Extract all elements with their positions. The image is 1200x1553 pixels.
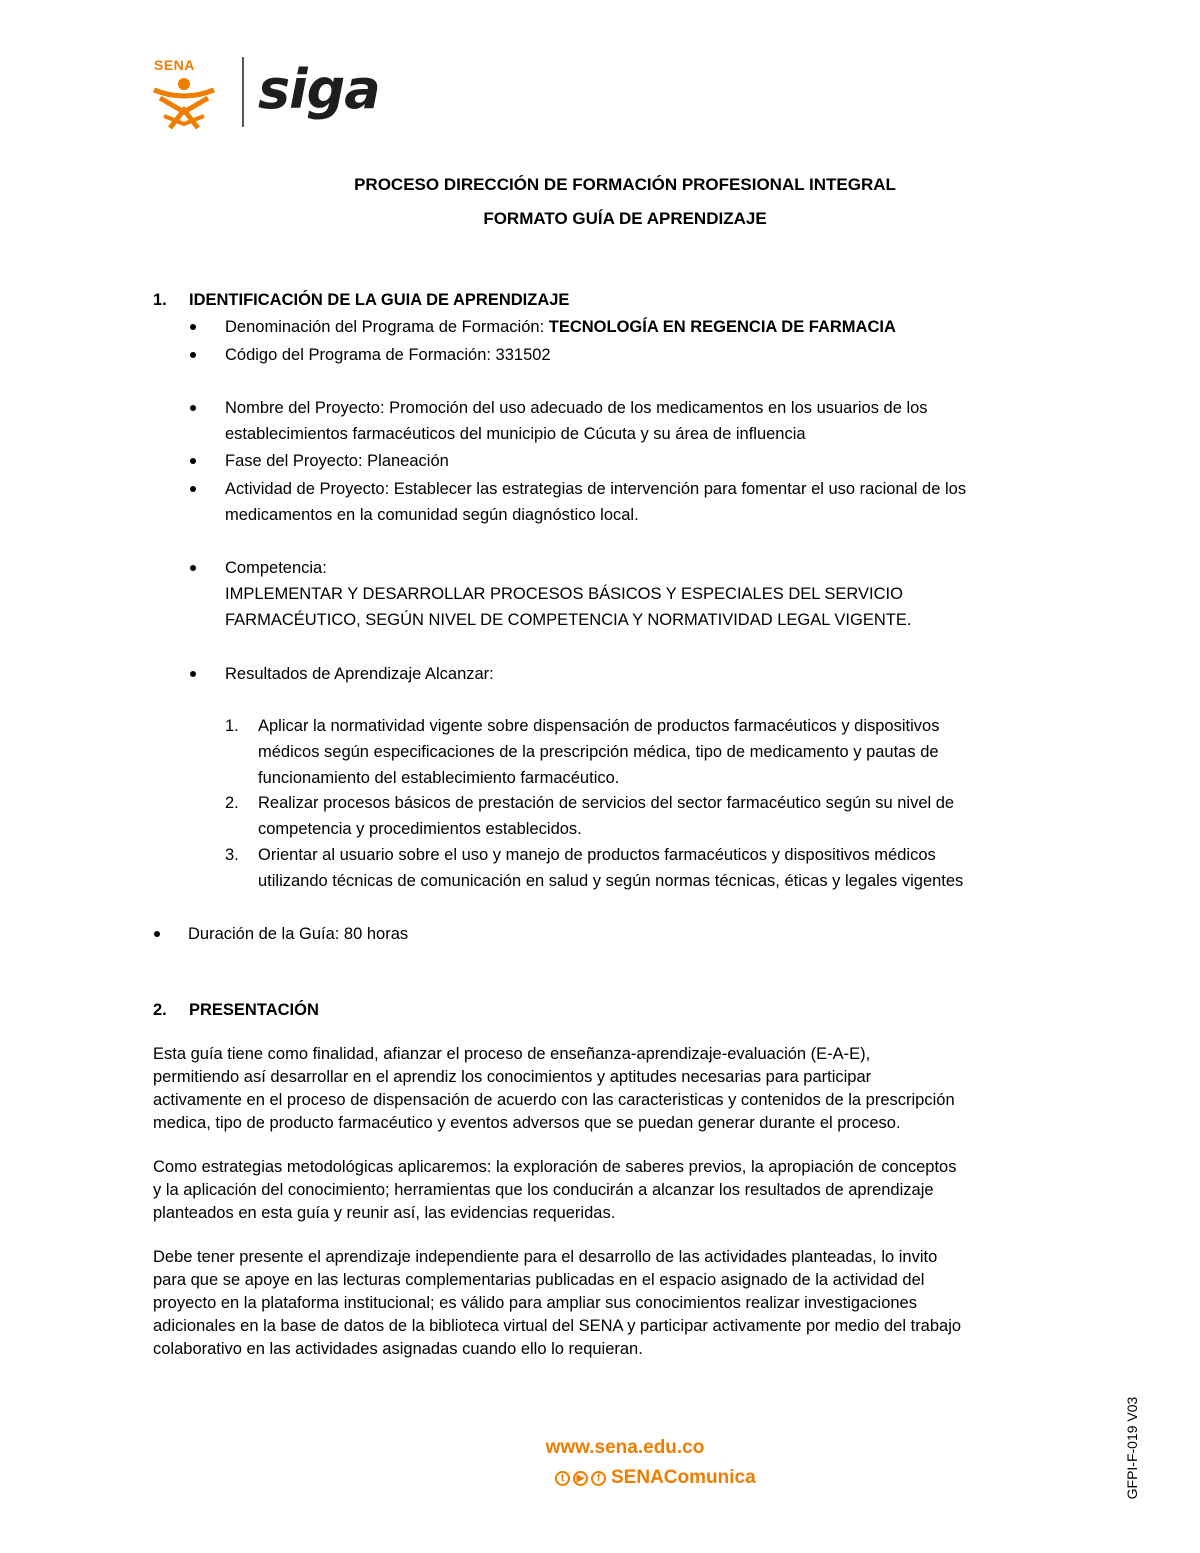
section2-heading: PRESENTACIÓN	[189, 1001, 319, 1019]
footer-social	[555, 1467, 756, 1489]
result-line: Aplicar la normatividad vigente sobre dispensación de productos farmacéuticos y dispositivos	[258, 717, 940, 735]
results-label: Resultados de Aprendizaje Alcanzar:	[225, 665, 494, 683]
bullet-icon	[190, 324, 196, 330]
paragraph-line: y la aplicación del conocimiento; herramientas que los conducirán a alcanzar los resultados de aprendizaje	[153, 1181, 934, 1199]
presentation-paragraph-1	[153, 1043, 1097, 1135]
project-phase: Fase del Proyecto: Planeación	[225, 452, 449, 470]
paragraph-line: planteados en esta guía y reunir así, las evidencias requeridas.	[153, 1204, 616, 1222]
result-number: 1.	[225, 717, 239, 735]
program-name-label: Denominación del Programa de Formación:	[225, 318, 549, 336]
project-activity-line: Actividad de Proyecto: Establecer las estrategias de intervención para fomentar el uso racional de los	[225, 480, 967, 498]
presentation-paragraph-3	[153, 1246, 1097, 1361]
section2-number: 2.	[153, 1001, 167, 1019]
sena-logo	[150, 54, 234, 130]
result-line: competencia y procedimientos establecidos.	[258, 820, 582, 838]
paragraph-line: adicionales en la base de datos de la biblioteca virtual del SENA y participar activamente por medio del trabajo	[153, 1317, 962, 1335]
form-code-text: GFPI-F-019 V03	[1124, 1396, 1140, 1500]
logo-divider	[242, 57, 244, 127]
result-number: 2.	[225, 794, 239, 812]
program-code: Código del Programa de Formación: 331502	[225, 346, 551, 364]
program-name	[225, 314, 896, 340]
footer-social-handle: SENAComunica	[611, 1467, 756, 1488]
bullet-icon	[190, 486, 196, 492]
project-activity	[225, 476, 1096, 528]
competence-label: Competencia:	[225, 559, 327, 577]
bullet-icon	[190, 458, 196, 464]
result-line: utilizando técnicas de comunicación en salud y según normas técnicas, éticas y legales vigentes	[258, 872, 964, 890]
project-name-line: establecimientos farmacéuticos del municipio de Cúcuta y su área de influencia	[225, 425, 806, 443]
program-name-value: TECNOLOGÍA EN REGENCIA DE FARMACIA	[548, 318, 896, 336]
result-line: Realizar procesos básicos de prestación de servicios del sector farmacéutico según su nivel de	[258, 794, 955, 812]
paragraph-line: colaborativo en las actividades asignadas cuando ello lo requieran.	[153, 1340, 643, 1358]
result-item	[258, 713, 1096, 791]
siga-logo: siga	[258, 58, 380, 121]
bullet-icon	[190, 565, 196, 571]
form-code	[1122, 1374, 1140, 1534]
project-name-line: Nombre del Proyecto: Promoción del uso adecuado de los medicamentos en los usuarios de los	[225, 399, 928, 417]
bullet-icon	[190, 405, 196, 411]
paragraph-line: activamente en el proceso de dispensación de acuerdo con las caracteristicas y contenidos de la prescripción	[153, 1091, 955, 1109]
sena-logo-text: SENA	[154, 57, 195, 73]
paragraph-line: permitiendo así desarrollar en el aprendiz los conocimientos y aptitudes necesarias para participar	[153, 1068, 872, 1086]
result-line: médicos según especificaciones de la prescripción médica, tipo de medicamento y pautas de	[258, 743, 939, 761]
youtube-icon: ▶	[573, 1471, 588, 1486]
paragraph-line: medica, tipo de producto farmacéutico y eventos adversos que se puedan generar durante el proceso.	[153, 1114, 901, 1132]
paragraph-line: proyecto en la plataforma institucional; es válido para ampliar sus conocimientos realizar investigaciones	[153, 1294, 917, 1312]
paragraph-line: Como estrategias metodológicas aplicaremos: la exploración de saberes previos, la apropiación de conceptos	[153, 1158, 957, 1176]
competence-line: IMPLEMENTAR Y DESARROLLAR PROCESOS BÁSICOS Y ESPECIALES DEL SERVICIO	[225, 585, 903, 603]
result-line: Orientar al usuario sobre el uso y manejo de productos farmacéuticos y dispositivos médicos	[258, 846, 936, 864]
facebook-icon: f	[591, 1471, 606, 1486]
document-subtitle: FORMATO GUÍA DE APRENDIZAJE	[483, 209, 767, 228]
paragraph-line: Esta guía tiene como finalidad, afianzar el proceso de enseñanza-aprendizaje-evaluación (E-A-E),	[153, 1045, 871, 1063]
guide-duration: Duración de la Guía: 80 horas	[188, 925, 409, 943]
project-activity-line: medicamentos en la comunidad según diagnóstico local.	[225, 506, 639, 524]
section1-number: 1.	[153, 291, 167, 309]
bullet-icon	[154, 931, 160, 937]
section1-heading: IDENTIFICACIÓN DE LA GUIA DE APRENDIZAJE	[189, 291, 570, 309]
paragraph-line: para que se apoye en las lecturas complementarias publicadas en el espacio asignado de la actividad del	[153, 1271, 925, 1289]
project-name	[225, 395, 1096, 447]
competence-line: FARMACÉUTICO, SEGÚN NIVEL DE COMPETENCIA Y NORMATIVIDAD LEGAL VIGENTE.	[225, 611, 912, 629]
result-number: 3.	[225, 846, 239, 864]
result-item	[258, 842, 1096, 894]
paragraph-line: Debe tener presente el aprendizaje independiente para el desarrollo de las actividades planteadas, lo invito	[153, 1248, 938, 1266]
result-item	[258, 790, 1096, 842]
result-line: funcionamiento del establecimiento farmacéutico.	[258, 769, 620, 787]
header-logos	[150, 52, 380, 132]
bullet-icon	[190, 352, 196, 358]
bullet-icon	[190, 671, 196, 677]
presentation-paragraph-2	[153, 1156, 1097, 1225]
competence-text	[225, 581, 1096, 633]
footer-url: www.sena.edu.co	[545, 1437, 705, 1458]
twitter-icon: t	[555, 1471, 570, 1486]
document-title: PROCESO DIRECCIÓN DE FORMACIÓN PROFESIONAL INTEGRAL	[354, 175, 896, 194]
